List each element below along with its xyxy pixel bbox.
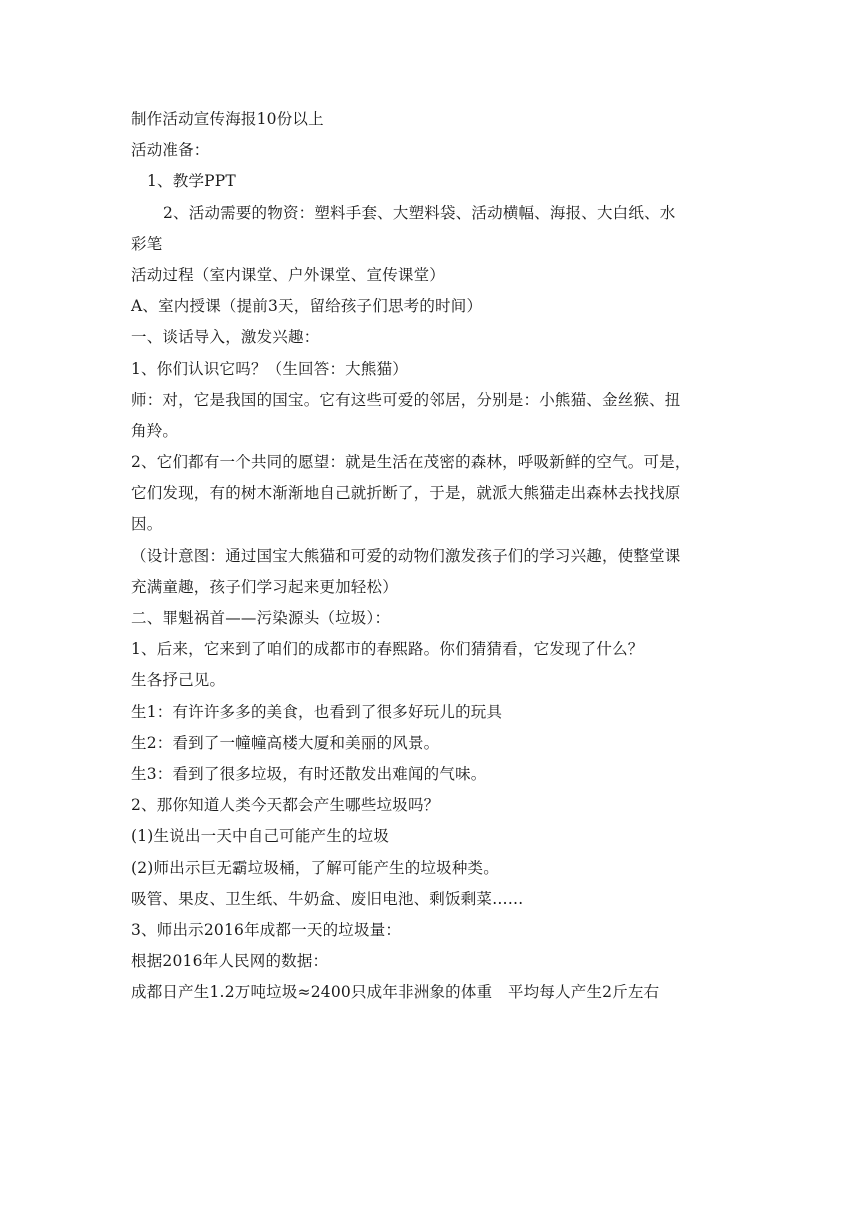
- text-line: 1、你们认识它吗？（生回答：大熊猫）: [131, 359, 408, 378]
- text-line: 1、后来，它来到了咱们的成都市的春熙路。你们猜猜看，它发现了什么？: [131, 640, 644, 659]
- document-body: [131, 104, 731, 1008]
- text-line: （设计意图：通过国宝大熊猫和可爱的动物们激发孩子们的学习兴趣，使整堂课: [131, 546, 681, 565]
- text-line: 吸管、果皮、卫生纸、牛奶盒、废旧电池、剩饭剩菜……: [131, 889, 524, 908]
- text-line: 生各抒己见。: [131, 671, 226, 690]
- text-line: 它们发现，有的树木渐渐地自己就折断了，于是，就派大熊猫走出森林去找找原: [131, 484, 681, 503]
- text-line: 因。: [131, 515, 163, 534]
- text-line: 成都日产生1.2万吨垃圾≈2400只成年非洲象的体重 平均每人产生2斤左右: [131, 983, 660, 1002]
- section-heading: A、室内授课（提前3天，留给孩子们思考的时间）: [131, 297, 483, 316]
- text-line: 生3：看到了很多垃圾，有时还散发出难闻的气味。: [131, 764, 487, 783]
- text-line: 充满童趣，孩子们学习起来更加轻松）: [131, 577, 398, 596]
- section-heading: 二、罪魁祸首——污染源头（垃圾）：: [131, 609, 391, 627]
- text-line: (2)师出示巨无霸垃圾桶，了解可能产生的垃圾种类。: [131, 858, 499, 877]
- text-line: 2、它们都有一个共同的愿望：就是生活在茂密的森林，呼吸新鲜的空气。可是，: [131, 453, 691, 472]
- text-line: 角羚。: [131, 421, 179, 440]
- list-item: 1、教学PPT: [147, 172, 236, 191]
- section-heading: 一、谈话导入，激发兴趣：: [131, 328, 320, 347]
- section-heading: 活动过程（室内课堂、户外课堂、宣传课堂）: [131, 265, 446, 284]
- text-line: 师：对，它是我国的国宝。它有这些可爱的邻居，分别是：小熊猫、金丝猴、扭: [131, 390, 681, 409]
- text-line: 彩笔: [131, 234, 163, 253]
- section-heading: 活动准备：: [131, 141, 210, 160]
- text-line: 生2：看到了一幢幢高楼大厦和美丽的风景。: [131, 733, 440, 752]
- list-item: 2、活动需要的物资：塑料手套、大塑料袋、活动横幅、海报、大白纸、水: [163, 203, 676, 222]
- text-line: 2、那你知道人类今天都会产生哪些垃圾吗？: [131, 796, 440, 815]
- text-line: (1)生说出一天中自己可能产生的垃圾: [131, 827, 390, 846]
- text-line: 制作活动宣传海报10份以上: [131, 110, 324, 128]
- text-line: 生1：有许许多多的美食，也看到了很多好玩儿的玩具: [131, 702, 503, 721]
- text-line: 根据2016年人民网的数据：: [131, 952, 329, 971]
- text-line: 3、师出示2016年成都一天的垃圾量：: [131, 920, 402, 939]
